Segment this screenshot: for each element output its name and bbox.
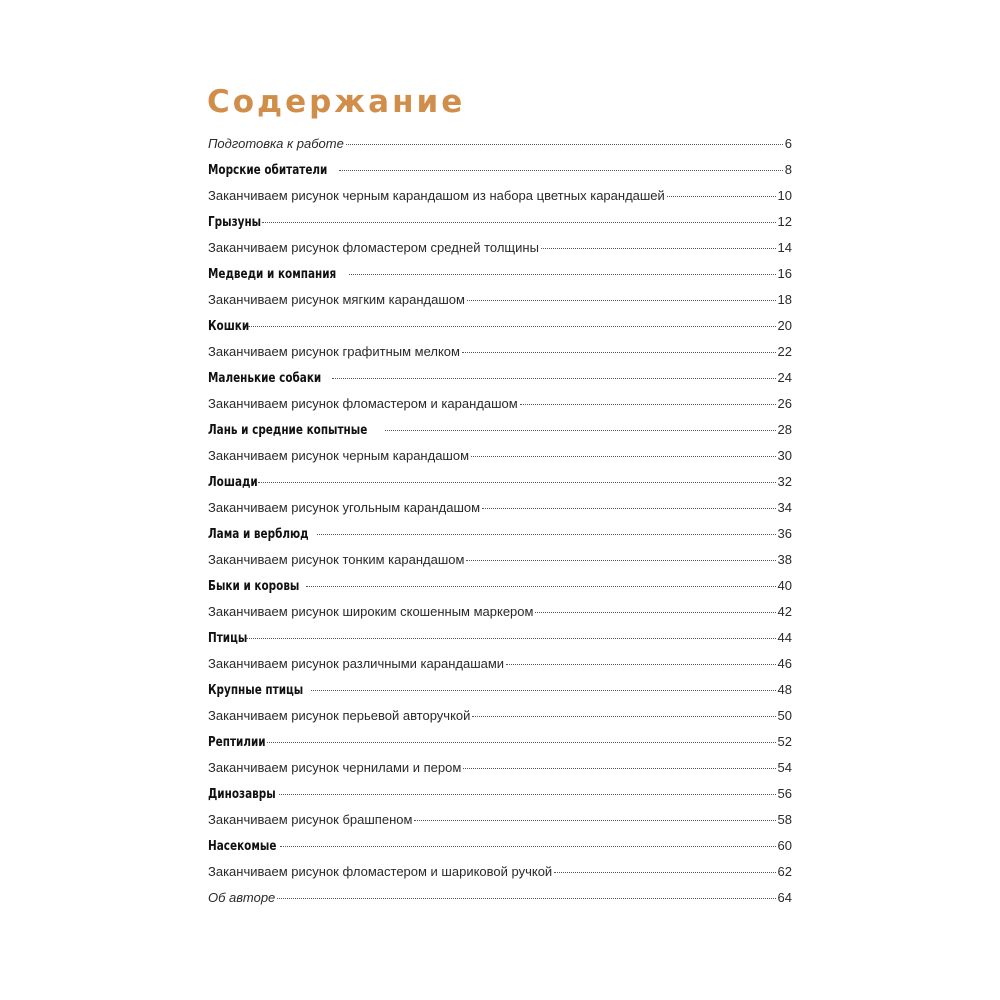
dot-leader [466, 560, 775, 561]
toc-page-number: 26 [777, 396, 792, 411]
toc-entry-label: Заканчиваем рисунок графитным мелком [208, 344, 460, 359]
dot-leader [349, 274, 775, 275]
dot-leader [258, 482, 776, 483]
toc-entry-label: Заканчиваем рисунок фломастером средней толщины [208, 240, 539, 255]
toc-chapter-entry[interactable] [208, 469, 792, 495]
toc-chapter-entry[interactable] [208, 781, 792, 807]
dot-leader [262, 222, 776, 223]
toc-entry-label: Динозавры [208, 786, 276, 802]
dot-leader [339, 170, 783, 171]
toc-subentry[interactable] [208, 495, 792, 521]
dot-leader [385, 430, 775, 431]
dot-leader [462, 352, 776, 353]
toc-note-entry[interactable] [208, 131, 792, 157]
toc-page-number: 48 [777, 682, 792, 697]
toc-entry-label: Заканчиваем рисунок фломастером и карандашом [208, 396, 518, 411]
dot-leader [311, 690, 776, 691]
toc-list [208, 131, 792, 911]
toc-page-number: 62 [777, 864, 792, 879]
dot-leader [463, 768, 775, 769]
toc-entry-label: Быки и коровы [208, 578, 300, 594]
toc-page-number: 30 [777, 448, 792, 463]
toc-entry-label: Насекомые [208, 838, 277, 854]
toc-page-number: 60 [777, 838, 792, 853]
dot-leader [332, 378, 776, 379]
toc-entry-label: Кошки [208, 318, 250, 334]
dot-leader [535, 612, 775, 613]
dot-leader [541, 248, 776, 249]
toc-chapter-entry[interactable] [208, 157, 792, 183]
toc-page-number: 28 [777, 422, 792, 437]
toc-entry-label: Заканчиваем рисунок тонким карандашом [208, 552, 465, 567]
toc-page-number: 54 [777, 760, 792, 775]
toc-entry-label: Грызуны [208, 214, 262, 230]
toc-entry-label: Рептилии [208, 734, 266, 750]
toc-entry-label: Заканчиваем рисунок широким скошенным маркером [208, 604, 534, 619]
toc-subentry[interactable] [208, 755, 792, 781]
dot-leader [246, 638, 776, 639]
toc-page-number: 18 [777, 292, 792, 307]
toc-page-number: 32 [777, 474, 792, 489]
dot-leader [279, 794, 776, 795]
dot-leader [280, 846, 776, 847]
toc-chapter-entry[interactable] [208, 833, 792, 859]
toc-page-number: 38 [777, 552, 792, 567]
dot-leader [267, 742, 776, 743]
toc-entry-label: Крупные птицы [208, 682, 304, 698]
toc-subentry[interactable] [208, 183, 792, 209]
toc-entry-label: Заканчиваем рисунок черным карандашом [208, 448, 470, 463]
toc-subentry[interactable] [208, 703, 792, 729]
toc-page-number: 34 [777, 500, 792, 515]
dot-leader [482, 508, 775, 509]
dot-leader [472, 716, 775, 717]
toc-chapter-entry[interactable] [208, 625, 792, 651]
toc-entry-label: Заканчиваем рисунок черным карандашом из набора цветных карандашей [208, 188, 665, 203]
toc-page-number: 58 [777, 812, 792, 827]
toc-page-number: 10 [777, 188, 792, 203]
toc-entry-label: Об авторе [208, 890, 276, 905]
toc-entry-label: Подготовка к работе [208, 136, 344, 151]
toc-page-number: 50 [777, 708, 792, 723]
toc-chapter-entry[interactable] [208, 209, 792, 235]
dot-leader [414, 820, 775, 821]
dot-leader [467, 300, 776, 301]
toc-entry-label: Заканчиваем рисунок перьевой авторучкой [208, 708, 471, 723]
toc-chapter-entry[interactable] [208, 729, 792, 755]
toc-note-entry[interactable] [208, 885, 792, 911]
toc-page-number: 14 [777, 240, 792, 255]
toc-entry-label: Лань и средние копытные [208, 422, 368, 438]
toc-entry-label: Маленькие собаки [208, 370, 322, 386]
toc-page-number: 52 [777, 734, 792, 749]
dot-leader [667, 196, 776, 197]
toc-page-number: 36 [777, 526, 792, 541]
dot-leader [346, 144, 783, 145]
toc-page-number: 40 [777, 578, 792, 593]
toc-entry-label: Медведи и компания [208, 266, 337, 282]
toc-entry-label: Заканчиваем рисунок чернилами и пером [208, 760, 462, 775]
toc-page-number: 44 [777, 630, 792, 645]
toc-entry-label: Заканчиваем рисунок различными карандашами [208, 656, 505, 671]
toc-entry-label: Заканчиваем рисунок брашпеном [208, 812, 413, 827]
toc-page-number: 12 [777, 214, 792, 229]
toc-subentry[interactable] [208, 599, 792, 625]
toc-chapter-entry[interactable] [208, 365, 792, 391]
toc-chapter-entry[interactable] [208, 521, 792, 547]
toc-subentry[interactable] [208, 547, 792, 573]
toc-entry-label: Лошади [208, 474, 258, 490]
toc-page-number: 20 [777, 318, 792, 333]
toc-entry-label: Заканчиваем рисунок угольным карандашом [208, 500, 481, 515]
toc-entry-label: Лама и верблюд [208, 526, 309, 542]
toc-subentry[interactable] [208, 391, 792, 417]
dot-leader [317, 534, 776, 535]
toc-entry-label: Заканчиваем рисунок мягким карандашом [208, 292, 465, 307]
toc-subentry[interactable] [208, 807, 792, 833]
toc-chapter-entry[interactable] [208, 573, 792, 599]
toc-page-number: 64 [777, 890, 792, 905]
page-title: Содержание [207, 84, 466, 120]
toc-subentry[interactable] [208, 287, 792, 313]
toc-entry-label: Морские обитатели [208, 162, 328, 178]
toc-page-number: 16 [777, 266, 792, 281]
dot-leader [554, 872, 775, 873]
dot-leader [520, 404, 776, 405]
toc-page-number: 6 [784, 136, 792, 151]
toc-page-number: 56 [777, 786, 792, 801]
toc-subentry[interactable] [208, 235, 792, 261]
toc-chapter-entry[interactable] [208, 261, 792, 287]
dot-leader [506, 664, 775, 665]
toc-entry-label: Заканчиваем рисунок фломастером и шариковой ручкой [208, 864, 553, 879]
toc-page-number: 22 [777, 344, 792, 359]
toc-subentry[interactable] [208, 339, 792, 365]
toc-page-number: 8 [784, 162, 792, 177]
toc-subentry[interactable] [208, 443, 792, 469]
toc-page-number: 24 [777, 370, 792, 385]
toc-chapter-entry[interactable] [208, 417, 792, 443]
toc-subentry[interactable] [208, 859, 792, 885]
toc-subentry[interactable] [208, 651, 792, 677]
toc-page-number: 46 [777, 656, 792, 671]
toc-page-number: 42 [777, 604, 792, 619]
dot-leader [248, 326, 776, 327]
toc-entry-label: Птицы [208, 630, 248, 646]
dot-leader [471, 456, 776, 457]
toc-chapter-entry[interactable] [208, 313, 792, 339]
toc-chapter-entry[interactable] [208, 677, 792, 703]
dot-leader [277, 898, 775, 899]
dot-leader [306, 586, 775, 587]
